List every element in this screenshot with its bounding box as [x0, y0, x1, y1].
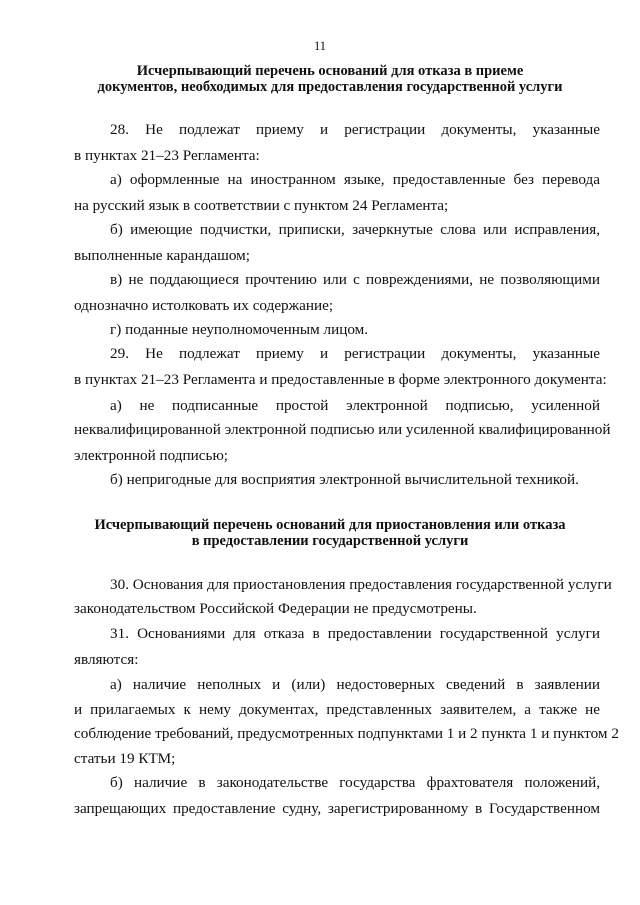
page-number: 11 [313, 39, 327, 53]
paragraph-31-line: являются: [74, 651, 139, 668]
paragraph-30-line: законодательством Российской Федерации не предусмотрены. [74, 600, 477, 617]
paragraph-30-line: 30. Основания для приостановления предоставления государственной услуги [110, 576, 612, 593]
paragraph-28-line: в пунктах 21–23 Регламента: [74, 147, 260, 164]
item-a-line: статьи 19 КТМ; [74, 750, 176, 767]
item-a-line: а) не подписанные простой электронной подписью, усиленной [110, 397, 600, 414]
item-a-line: на русский язык в соответствии с пунктом 24 Регламента; [74, 197, 449, 214]
item-g-line: г) поданные неуполномоченным лицом. [110, 321, 369, 338]
item-b-line: б) имеющие подчистки, приписки, зачеркнутые слова или исправления, [110, 221, 600, 238]
heading-line: Исчерпывающий перечень оснований для отказа в приеме [136, 63, 524, 79]
item-b-line: б) наличие в законодательстве государства фрахтователя положений, [110, 774, 600, 791]
paragraph-29-line: 29. Не подлежат приему и регистрации документы, указанные [110, 345, 600, 362]
item-a-line: а) оформленные на иностранном языке, предоставленные без перевода [110, 171, 600, 188]
item-b-line: б) непригодные для восприятия электронной вычислительной техникой. [110, 471, 579, 488]
item-a-line: и прилагаемых к нему документах, представленных заявителем, а также не [74, 701, 600, 718]
heading-line: в предоставлении государственной услуги [191, 533, 469, 549]
item-a-line: неквалифицированной электронной подписью или усиленной квалифицированной [74, 421, 611, 438]
item-v-line: в) не поддающиеся прочтению или с повреждениями, не позволяющими [110, 271, 600, 288]
section-heading-refusal-documents [60, 63, 600, 95]
item-a-line: электронной подписью; [74, 447, 229, 464]
paragraph-31-line: 31. Основаниями для отказа в предоставлении государственной услуги [110, 625, 600, 642]
paragraph-28-line: 28. Не подлежат приему и регистрации документы, указанные [110, 121, 600, 138]
item-v-line: однозначно истолковать их содержание; [74, 297, 334, 314]
item-a-line: соблюдение требований, предусмотренных подпунктами 1 и 2 пункта 1 и пунктом 2 [74, 725, 619, 742]
section-heading-refusal-service [60, 517, 600, 549]
item-a-line: а) наличие неполных и (или) недостоверных сведений в заявлении [110, 676, 600, 693]
item-b-line: выполненные карандашом; [74, 247, 250, 264]
item-b-line: запрещающих предоставление судну, зарегистрированному в Государственном [74, 800, 600, 817]
heading-line: документов, необходимых для предоставления государственной услуги [97, 79, 563, 95]
heading-line: Исчерпывающий перечень оснований для приостановления или отказа [94, 517, 566, 533]
paragraph-29-line: в пунктах 21–23 Регламента и предоставленные в форме электронного документа: [74, 371, 607, 388]
